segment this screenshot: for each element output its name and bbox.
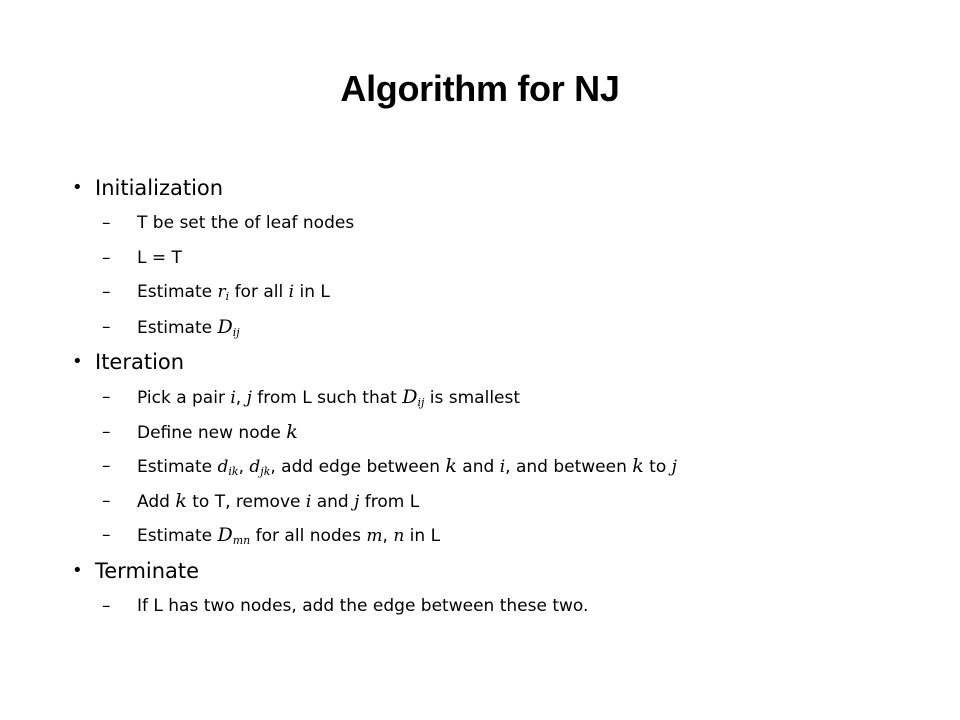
text-run: , [382,526,394,546]
math-variable: D [402,386,418,408]
section-heading: Initialization [95,176,224,200]
sub-item-text [137,282,330,302]
math-symbol [286,421,298,443]
text-run: , and between [505,457,633,477]
math-symbol [366,526,382,546]
math-variable: r [217,282,226,302]
text-run: in L [294,282,330,302]
sub-item [72,518,920,553]
math-subscript: ij [417,396,425,409]
sub-item-text [137,457,677,477]
math-subscript: ij [232,325,240,339]
text-run: Pick a pair [137,388,231,408]
text-run: , [238,457,250,477]
text-run: for all [229,282,289,302]
dash-icon: – [102,282,111,302]
math-variable: k [286,420,298,443]
slide-content [72,170,920,623]
sub-item [72,589,920,624]
text-run: Estimate [137,317,218,338]
text-run: in L [404,526,441,546]
sub-item [72,310,920,345]
dash-icon: – [102,213,111,233]
text-run: is smallest [424,388,521,408]
math-subscript: i [225,290,230,303]
sub-item [72,275,920,310]
math-symbol [249,457,270,477]
text-run: , add edge between [270,457,446,477]
sub-item [72,415,920,450]
sub-item-text: If L has two nodes, add the edge between these two. [137,595,589,616]
dash-icon: – [102,316,111,337]
sub-item-text [137,489,420,512]
text-run: Estimate [137,526,218,546]
sub-item-text [137,526,440,546]
math-symbol [175,490,187,512]
section-heading: Terminate [95,558,200,583]
math-subscript: jk [260,465,271,478]
math-variable: k [175,489,187,512]
sub-item-text: T be set the of leaf nodes [137,213,355,233]
dash-icon: – [102,421,111,442]
math-symbol [218,316,240,338]
section-bullet [72,170,920,206]
sub-item [72,484,920,519]
dash-icon: – [102,247,111,268]
text-run: from L [359,491,420,512]
math-variable: i [230,388,236,408]
math-variable: n [393,526,405,546]
math-variable: m [366,526,383,546]
math-symbol [218,457,239,477]
text-run: to [643,457,672,477]
dash-icon: – [102,456,111,476]
slide-title: Algorithm for NJ [340,68,620,109]
math-symbol [218,282,230,302]
sub-item [72,241,920,276]
dash-icon: – [102,525,111,545]
section-heading: Iteration [95,350,185,374]
math-symbol [402,386,424,408]
text-run: Estimate [137,282,218,302]
section-bullet [72,553,920,589]
sub-item-text: L = T [137,247,182,268]
text-run: and [456,457,500,477]
section-bullet [72,344,920,380]
sub-item [72,380,920,415]
sub-item [72,449,920,484]
bullet-icon: • [72,559,83,581]
math-variable: j [246,388,252,408]
math-subscript: ik [228,465,239,478]
sub-item-text [137,420,298,443]
math-variable: j [671,457,677,477]
math-variable: i [305,491,312,512]
sub-item-text [137,388,520,408]
math-variable: D [217,315,233,338]
math-variable: k [632,455,644,477]
math-variable: D [217,524,233,546]
bullet-icon: • [72,351,83,372]
text-run: Estimate [137,457,218,477]
math-subscript: mn [232,534,251,547]
math-symbol [672,457,677,477]
sub-item-text [137,315,240,339]
text-run: for all nodes [250,526,367,546]
text-run: and [311,491,355,512]
sub-item [72,206,920,241]
math-variable: d [217,457,229,477]
dash-icon: – [102,595,111,616]
text-run: to T, remove [186,491,306,512]
dash-icon: – [102,490,111,511]
math-symbol [218,524,251,546]
math-variable: d [249,457,261,477]
text-run: , [235,388,247,408]
bullet-icon: • [72,177,83,198]
math-variable: i [499,457,506,477]
math-variable: k [445,455,457,477]
math-symbol [393,526,404,546]
math-symbol [445,455,457,477]
math-variable: i [288,282,295,302]
math-variable: j [354,491,360,512]
dash-icon: – [102,387,111,407]
math-symbol [632,455,644,477]
text-run: Define new node [137,422,287,443]
text-run: from L such that [251,388,403,408]
text-run: Add [137,491,176,512]
